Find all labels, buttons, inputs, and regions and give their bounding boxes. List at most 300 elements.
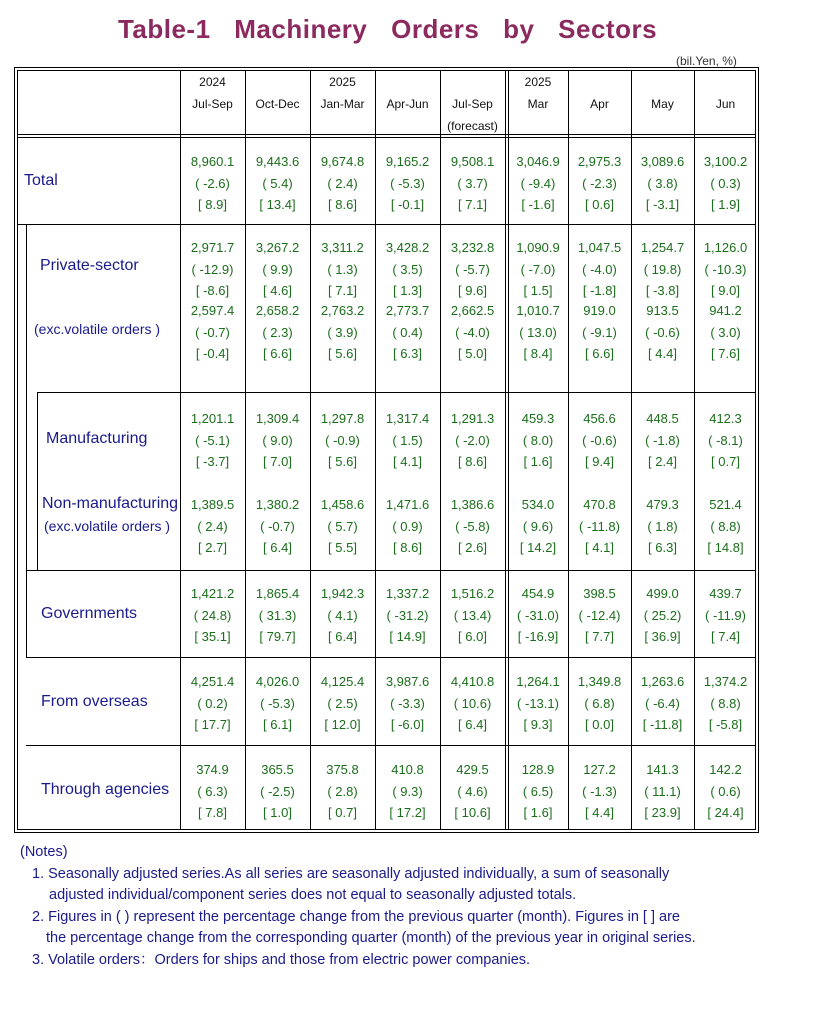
table-cell: [510, 494, 566, 559]
cell-value: 3,987.6: [385, 674, 430, 689]
cell-yoy-change: [ 36.9]: [644, 629, 681, 644]
cell-qoq-change: ( 5.4): [262, 175, 293, 191]
cell-yoy-change: [ 9.0]: [711, 283, 740, 298]
cell-value: 1,254.7: [640, 240, 685, 255]
cell-yoy-change: [ 4.1]: [393, 454, 422, 469]
column-header-year: [440, 71, 505, 93]
table-cell: [377, 151, 438, 216]
cell-value: 454.9: [521, 586, 555, 601]
column-header-year: [631, 71, 694, 93]
column-header: [375, 71, 440, 137]
cell-yoy-change: [ 8.6]: [393, 540, 422, 555]
cell-qoq-change: ( 13.0): [519, 324, 557, 340]
table-cell: [182, 237, 243, 302]
cell-value: 1,297.8: [320, 411, 365, 426]
cell-yoy-change: [ 17.2]: [389, 805, 426, 820]
cell-qoq-change: ( 8.0): [522, 432, 554, 448]
column-header-note: [694, 115, 757, 137]
table-cell: [312, 151, 373, 216]
cell-value: 1,389.5: [190, 497, 235, 512]
row-label-total: Total: [24, 172, 58, 189]
cell-yoy-change: [ 6.3]: [648, 540, 677, 555]
cell-value: 141.3: [646, 762, 679, 777]
cell-qoq-change: ( 3.0): [710, 324, 741, 340]
table-cell: [633, 300, 692, 365]
cell-value: 1,047.5: [577, 240, 622, 255]
cell-value: 1,090.9: [516, 240, 560, 255]
cell-yoy-change: [ 14.9]: [389, 629, 426, 644]
notes-block: [20, 842, 696, 971]
cell-qoq-change: ( -4.0): [455, 324, 490, 340]
cell-yoy-change: [ 2.4]: [648, 454, 677, 469]
table-cell: [442, 151, 503, 216]
table-cell: [633, 494, 692, 559]
cell-qoq-change: ( -12.4): [578, 607, 621, 623]
column-header-year: [375, 71, 440, 93]
cell-qoq-change: ( 6.3): [197, 783, 228, 799]
cell-value: 1,516.2: [450, 586, 495, 601]
cell-qoq-change: ( -5.1): [195, 432, 230, 448]
cell-qoq-change: ( 9.3): [392, 783, 423, 799]
cell-qoq-change: ( 4.6): [457, 783, 488, 799]
cell-value: 4,026.0: [255, 674, 300, 689]
table-cell: [696, 237, 755, 302]
cell-yoy-change: [ 17.7]: [194, 717, 231, 732]
cell-yoy-change: [ -3.1]: [645, 197, 680, 212]
column-header: [631, 71, 694, 137]
cell-value: 2,763.2: [320, 303, 365, 318]
notes-heading: (Notes): [20, 844, 68, 860]
cell-yoy-change: [ 4.4]: [585, 805, 614, 820]
table-cell: [696, 408, 755, 473]
row-separator: [26, 657, 756, 658]
cell-yoy-change: [ 7.1]: [328, 283, 357, 298]
cell-yoy-change: [ 7.8]: [198, 805, 227, 820]
column-header-year: 2025: [329, 75, 356, 89]
table-cell: [570, 494, 629, 559]
column-header-year: [568, 71, 631, 93]
table-cell: [247, 151, 308, 216]
cell-value: 2,658.2: [255, 303, 300, 318]
cell-value: 374.9: [196, 762, 229, 777]
cell-yoy-change: [ 8.9]: [198, 197, 227, 212]
table-cell: [442, 237, 503, 302]
cell-value: 9,674.8: [320, 154, 365, 169]
table-cell: [182, 494, 243, 559]
table-cell: [442, 300, 503, 365]
cell-qoq-change: ( 0.2): [197, 695, 228, 711]
cell-value: 1,942.3: [320, 586, 365, 601]
cell-qoq-change: ( -4.0): [582, 261, 617, 277]
cell-value: 412.3: [709, 411, 742, 426]
table-cell: [312, 583, 373, 648]
cell-qoq-change: ( 0.9): [392, 518, 423, 534]
cell-yoy-change: [ 2.6]: [458, 540, 487, 555]
table-cell: [510, 408, 566, 473]
cell-value: 2,975.3: [577, 154, 622, 169]
cell-value: 3,046.9: [516, 154, 560, 169]
cell-yoy-change: [ 4.4]: [648, 346, 677, 361]
column-separator: [440, 70, 441, 830]
column-header: [440, 71, 505, 137]
cell-yoy-change: [ -8.6]: [195, 283, 230, 298]
cell-yoy-change: [ 0.7]: [328, 805, 357, 820]
table-cell: [312, 671, 373, 736]
indent-line-private: [26, 224, 27, 657]
cell-value: 1,337.2: [385, 586, 430, 601]
note-2-line-2: the percentage change from the corresponding quarter (month) of the previous year in original series.: [46, 930, 696, 946]
table-cell: [377, 237, 438, 302]
column-header-note: [375, 115, 440, 137]
cell-qoq-change: ( 2.5): [327, 695, 358, 711]
cell-qoq-change: ( -11.9): [705, 607, 746, 623]
cell-value: 375.8: [326, 762, 359, 777]
cell-value: 2,773.7: [385, 303, 430, 318]
cell-yoy-change: [ 1.9]: [711, 197, 740, 212]
table-cell: [696, 494, 755, 559]
cell-qoq-change: ( 10.6): [453, 695, 492, 711]
table-cell: [247, 237, 308, 302]
table-cell: [442, 671, 503, 736]
table-cell: [247, 583, 308, 648]
cell-yoy-change: [ 8.4]: [523, 346, 553, 361]
table-cell: [377, 759, 438, 824]
table-cell: [633, 237, 692, 302]
note-3: 3. Volatile orders：Orders for ships and those from electric power companies.: [32, 951, 531, 968]
table-cell: [633, 151, 692, 216]
cell-value: 1,865.4: [255, 586, 300, 601]
cell-qoq-change: ( 19.8): [643, 261, 682, 277]
table-cell: [312, 408, 373, 473]
table-cell: [247, 494, 308, 559]
cell-yoy-change: [ 6.1]: [263, 717, 292, 732]
table-cell: [570, 583, 629, 648]
cell-value: 470.8: [583, 497, 616, 512]
cell-value: 365.5: [261, 762, 294, 777]
table-cell: [442, 408, 503, 473]
column-header-note: [568, 115, 631, 137]
row-label-governments: Governments: [41, 605, 138, 622]
cell-qoq-change: ( -0.6): [645, 324, 680, 340]
cell-value: 1,264.1: [516, 674, 560, 689]
column-separator: [631, 70, 632, 830]
cell-value: 9,443.6: [255, 154, 300, 169]
cell-yoy-change: [ 12.0]: [324, 717, 361, 732]
cell-qoq-change: ( -1.8): [645, 432, 680, 448]
column-header: [568, 71, 631, 137]
cell-yoy-change: [ 24.4]: [707, 805, 744, 820]
cell-qoq-change: ( 2.4): [197, 518, 228, 534]
cell-value: 142.2: [709, 762, 742, 777]
cell-value: 410.8: [391, 762, 424, 777]
cell-yoy-change: [ 5.6]: [328, 346, 357, 361]
table-cell: [696, 300, 755, 365]
table-cell: [442, 759, 503, 824]
cell-value: 3,232.8: [450, 240, 495, 255]
note-1-line-1: 1. Seasonally adjusted series.As all series are seasonally adjusted individually, a sum of seasonally: [32, 865, 670, 882]
cell-yoy-change: [ 7.6]: [711, 346, 740, 361]
row-label-through-agencies: Through agencies: [41, 781, 170, 798]
cell-qoq-change: ( -5.3): [260, 695, 295, 711]
table-cell: [182, 408, 243, 473]
table-cell: [510, 759, 566, 824]
cell-qoq-change: ( -0.6): [582, 432, 617, 448]
unit-label: (bil.Yen, %): [676, 54, 737, 68]
cell-qoq-change: ( -6.4): [645, 695, 680, 711]
table-cell: [696, 671, 755, 736]
cell-yoy-change: [ 23.9]: [644, 805, 681, 820]
table-cell: [377, 300, 438, 365]
column-header-year: 2025: [524, 75, 552, 89]
cell-qoq-change: ( -5.3): [390, 175, 425, 191]
cell-yoy-change: [ 6.4]: [328, 629, 357, 644]
cell-qoq-change: ( 5.7): [327, 518, 358, 534]
cell-yoy-change: [ 1.0]: [263, 805, 292, 820]
table-cell: [510, 237, 566, 302]
cell-qoq-change: ( 1.8): [647, 518, 678, 534]
row-label-manufacturing: Manufacturing: [46, 430, 148, 447]
table-cell: [570, 151, 629, 216]
cell-yoy-change: [ 1.3]: [393, 283, 422, 298]
cell-qoq-change: ( 0.3): [710, 175, 741, 191]
cell-qoq-change: ( -1.3): [582, 783, 617, 799]
cell-yoy-change: [ 4.1]: [585, 540, 614, 555]
table-cell: [442, 494, 503, 559]
row-label-from-overseas: From overseas: [41, 693, 148, 710]
cell-value: 1,126.0: [703, 240, 748, 255]
table-cell: [312, 494, 373, 559]
cell-yoy-change: [ 6.4]: [458, 717, 487, 732]
cell-qoq-change: ( 6.5): [522, 783, 554, 799]
cell-qoq-change: ( -5.7): [455, 261, 490, 277]
column-separator: [245, 70, 246, 830]
cell-qoq-change: ( -2.0): [455, 432, 490, 448]
column-header: [508, 71, 568, 137]
column-header-note: [508, 115, 568, 137]
cell-qoq-change: ( -0.7): [260, 518, 295, 534]
table-cell: [182, 583, 243, 648]
table-cell: [182, 759, 243, 824]
cell-qoq-change: ( 24.8): [193, 607, 232, 623]
cell-yoy-change: [ 0.7]: [711, 454, 740, 469]
table-cell: [633, 671, 692, 736]
column-header-year: [694, 71, 757, 93]
cell-qoq-change: ( -5.8): [455, 518, 490, 534]
cell-value: 439.7: [709, 586, 742, 601]
table-cell: [696, 759, 755, 824]
cell-qoq-change: ( -12.9): [191, 261, 234, 277]
table-cell: [182, 671, 243, 736]
cell-qoq-change: ( -2.6): [195, 175, 230, 191]
column-header-note: [631, 115, 694, 137]
column-header: [310, 71, 375, 137]
cell-qoq-change: ( -0.7): [195, 324, 230, 340]
column-header-year: [245, 71, 310, 93]
cell-value: 4,251.4: [190, 674, 235, 689]
cell-yoy-change: [ 14.2]: [519, 540, 557, 555]
column-separator: [568, 70, 569, 830]
row-label-private-sector: Private-sector: [40, 257, 139, 274]
note-1-line-2: adjusted individual/component series does not equal to seasonally adjusted totals.: [49, 887, 577, 903]
cell-yoy-change: [ -5.8]: [708, 717, 743, 732]
cell-value: 534.0: [521, 497, 555, 512]
table-cell: [696, 583, 755, 648]
table-cell: [570, 300, 629, 365]
cell-qoq-change: ( 3.5): [392, 261, 423, 277]
cell-value: 4,410.8: [450, 674, 495, 689]
cell-qoq-change: ( 11.1): [644, 783, 681, 799]
indent-line-manufacturing: [37, 392, 38, 570]
cell-qoq-change: ( -2.5): [260, 783, 295, 799]
cell-yoy-change: [ 1.5]: [523, 283, 553, 298]
column-header-note: (forecast): [447, 119, 498, 133]
cell-value: 3,267.2: [255, 240, 300, 255]
cell-yoy-change: [ 7.1]: [458, 197, 487, 212]
cell-yoy-change: [ 5.0]: [458, 346, 487, 361]
cell-yoy-change: [ 9.4]: [585, 454, 614, 469]
cell-value: 521.4: [709, 497, 742, 512]
cell-value: 398.5: [583, 586, 616, 601]
cell-value: 2,597.4: [190, 303, 235, 318]
table-cell: [247, 300, 308, 365]
table-cell: [510, 300, 566, 365]
cell-yoy-change: [ 5.6]: [328, 454, 357, 469]
table-cell: [377, 408, 438, 473]
cell-yoy-change: [ -3.8]: [645, 283, 680, 298]
column-header-note: [245, 115, 310, 137]
cell-value: 459.3: [521, 411, 555, 426]
cell-qoq-change: ( -9.4): [520, 175, 556, 191]
cell-value: 3,311.2: [321, 240, 364, 255]
cell-qoq-change: ( 0.6): [710, 783, 741, 799]
column-header-year: 2024: [199, 75, 226, 89]
cell-yoy-change: [ 7.7]: [585, 629, 614, 644]
cell-yoy-change: [ 7.4]: [711, 629, 740, 644]
table-cell: [247, 759, 308, 824]
cell-yoy-change: [ 9.3]: [523, 717, 553, 732]
cell-value: 1,471.6: [385, 497, 430, 512]
cell-qoq-change: ( 9.9): [262, 261, 293, 277]
cell-yoy-change: [ 13.4]: [259, 197, 296, 212]
table-cell: [312, 300, 373, 365]
cell-value: 1,309.4: [255, 411, 300, 426]
column-separator: [694, 70, 695, 830]
table-cell: [633, 408, 692, 473]
cell-qoq-change: ( 13.4): [453, 607, 492, 623]
cell-value: 499.0: [646, 586, 679, 601]
row-separator: [26, 570, 756, 571]
column-header-period: Jun: [715, 97, 736, 111]
cell-qoq-change: ( 25.2): [643, 607, 682, 623]
cell-yoy-change: [ 8.6]: [328, 197, 357, 212]
table-cell: [570, 408, 629, 473]
row-separator: [37, 392, 756, 393]
cell-qoq-change: ( 9.0): [262, 432, 293, 448]
cell-yoy-change: [ 7.0]: [263, 454, 292, 469]
row-label-non-manufacturing: Non-manufacturing: [42, 495, 179, 512]
cell-qoq-change: ( -10.3): [704, 261, 747, 277]
row-separator: [17, 224, 756, 225]
cell-qoq-change: ( -13.1): [517, 695, 559, 711]
cell-qoq-change: ( -3.3): [390, 695, 425, 711]
cell-value: 2,662.5: [450, 303, 495, 318]
cell-qoq-change: ( 4.1): [327, 607, 358, 623]
cell-qoq-change: ( 3.7): [457, 175, 488, 191]
cell-yoy-change: [ -11.8]: [642, 717, 683, 732]
cell-yoy-change: [ 35.1]: [194, 629, 231, 644]
cell-value: 1,263.6: [640, 674, 685, 689]
cell-value: 128.9: [521, 762, 555, 777]
cell-yoy-change: [ 1.6]: [523, 805, 553, 820]
cell-qoq-change: ( 2.3): [262, 324, 293, 340]
column-header-period: Jan-Mar: [320, 97, 365, 111]
cell-value: 1,349.8: [577, 674, 622, 689]
cell-yoy-change: [ 6.0]: [458, 629, 487, 644]
column-header: [245, 71, 310, 137]
cell-yoy-change: [ -1.6]: [521, 197, 555, 212]
cell-yoy-change: [ 10.6]: [454, 805, 491, 820]
cell-qoq-change: ( 2.8): [327, 783, 358, 799]
cell-value: 1,291.3: [450, 411, 495, 426]
cell-value: 919.0: [583, 303, 616, 318]
cell-qoq-change: ( 8.8): [710, 695, 741, 711]
cell-yoy-change: [ 6.6]: [585, 346, 614, 361]
cell-qoq-change: ( 2.4): [327, 175, 358, 191]
cell-value: 913.5: [646, 303, 679, 318]
column-header-note: [180, 115, 245, 137]
column-header-period: Oct-Dec: [255, 97, 300, 111]
table-cell: [312, 237, 373, 302]
cell-value: 3,089.6: [640, 154, 685, 169]
cell-qoq-change: ( -31.0): [517, 607, 559, 623]
table-cell: [510, 671, 566, 736]
column-header-period: May: [651, 97, 674, 111]
column-header-period: Jul-Sep: [192, 97, 233, 111]
row-label-private-exc-volatile: (exc.volatile orders ): [34, 321, 161, 337]
column-header-note: [310, 115, 375, 137]
cell-qoq-change: ( -11.8): [579, 518, 620, 534]
table-cell: [312, 759, 373, 824]
cell-value: 1,458.6: [320, 497, 365, 512]
cell-yoy-change: [ 6.6]: [263, 346, 292, 361]
table-cell: [696, 151, 755, 216]
cell-value: 1,380.2: [255, 497, 300, 512]
cell-qoq-change: ( 1.3): [327, 261, 358, 277]
table-cell: [570, 671, 629, 736]
cell-qoq-change: ( -8.1): [708, 432, 743, 448]
cell-yoy-change: [ 0.0]: [585, 717, 614, 732]
cell-qoq-change: ( 31.3): [258, 607, 297, 623]
cell-value: 1,421.2: [190, 586, 235, 601]
cell-yoy-change: [ 4.6]: [263, 283, 292, 298]
column-separator-double: [508, 70, 509, 830]
cell-qoq-change: ( -31.2): [386, 607, 429, 623]
cell-value: 2,971.7: [190, 240, 235, 255]
cell-value: 1,201.1: [190, 411, 235, 426]
column-separator: [310, 70, 311, 830]
table-cell: [633, 759, 692, 824]
cell-qoq-change: ( 3.8): [647, 175, 678, 191]
cell-yoy-change: [ -0.1]: [390, 197, 425, 212]
column-header: [694, 71, 757, 137]
cell-value: 9,165.2: [385, 154, 430, 169]
table-cell: [377, 494, 438, 559]
cell-yoy-change: [ -0.4]: [195, 346, 230, 361]
cell-value: 3,428.2: [385, 240, 430, 255]
table-cell: [442, 583, 503, 648]
cell-yoy-change: [ 14.8]: [707, 540, 744, 555]
table-cell: [570, 237, 629, 302]
